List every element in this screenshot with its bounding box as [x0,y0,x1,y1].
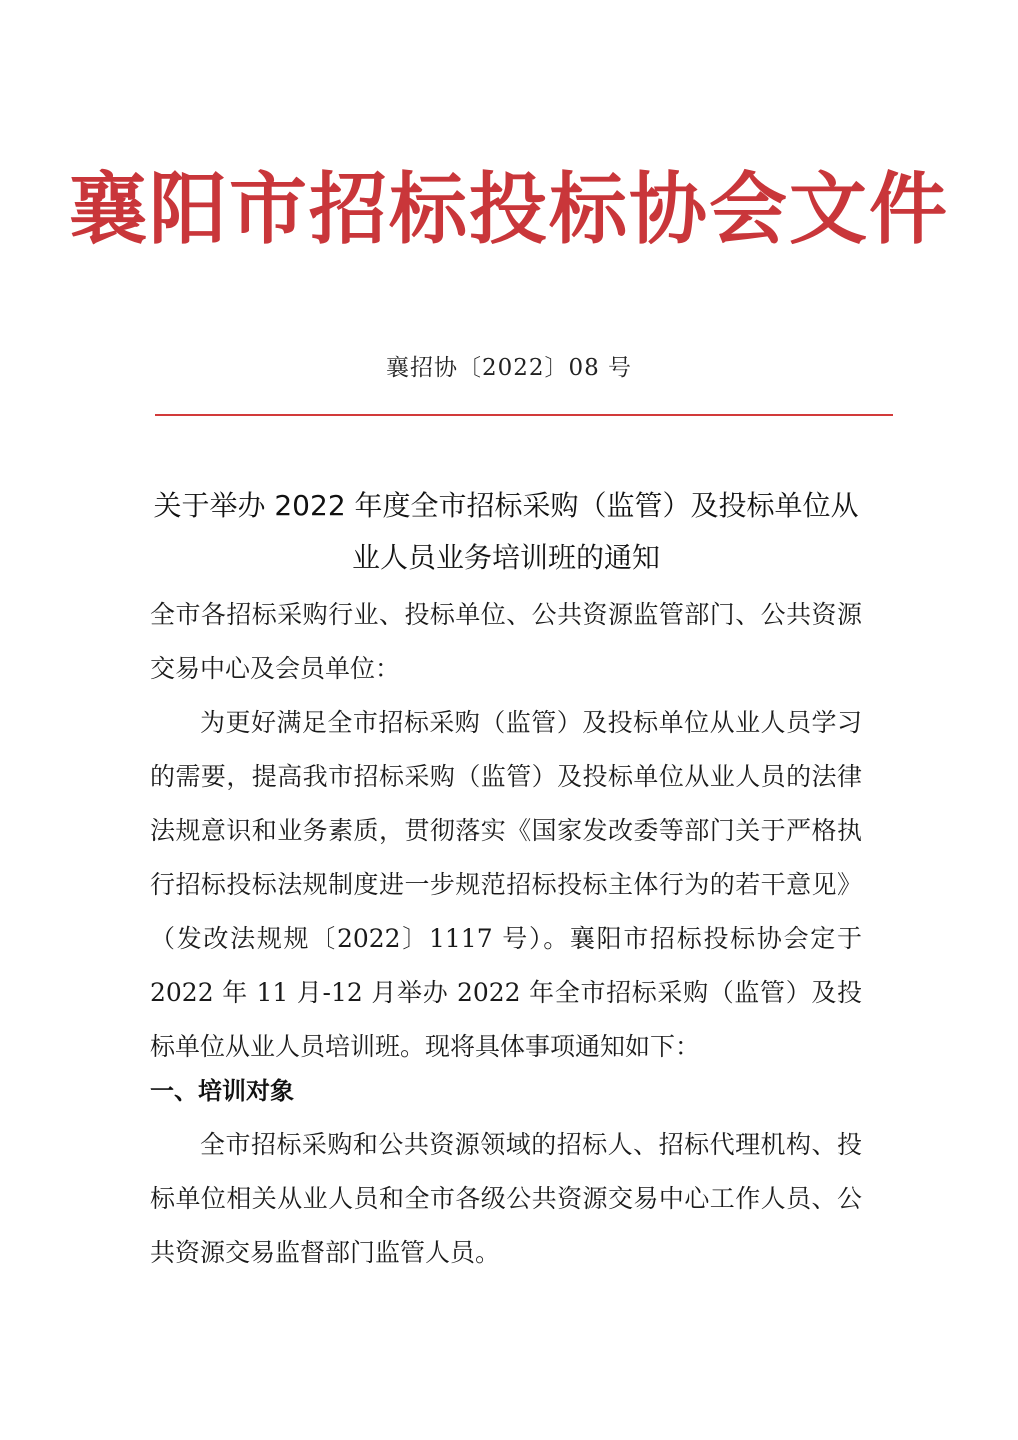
notice-title: 关于举办 2022 年度全市招标采购（监管）及投标单位从业人员业务培训班的通知 [153,489,859,574]
red-divider-line [155,414,893,416]
body-paragraph: 为更好满足全市招标采购（监管）及投标单位从业人员学习的需要，提高我市招标采购（监管）及投标单位从业人员的法律法规意识和业务素质，贯彻落实《国家发改委等部门关于严格执行招标投标法规制度进一步规范招标投标主体行为的若干意见》（发改法规规〔2022〕1117 号）。襄阳市招标投标协会定于 2022 年 11 月-12 月举办 2022 年全市招标采购（监管）及投标单位从业人员培训班。现将具体事项通知如下： [150,708,862,1061]
salutation: 全市各招标采购行业、投标单位、公共资源监管部门、公共资源交易中心及会员单位： [150,600,862,683]
section-heading: 一、培训对象 [150,1077,294,1105]
document-number: 襄招协〔2022〕08 号 [385,355,633,381]
body-paragraph: 全市招标采购和公共资源领域的招标人、招标代理机构、投标单位相关从业人员和全市各级公共资源交易中心工作人员、公共资源交易监督部门监管人员。 [150,1130,862,1267]
masthead-title: 襄阳市招标投标协会文件 [68,165,949,255]
